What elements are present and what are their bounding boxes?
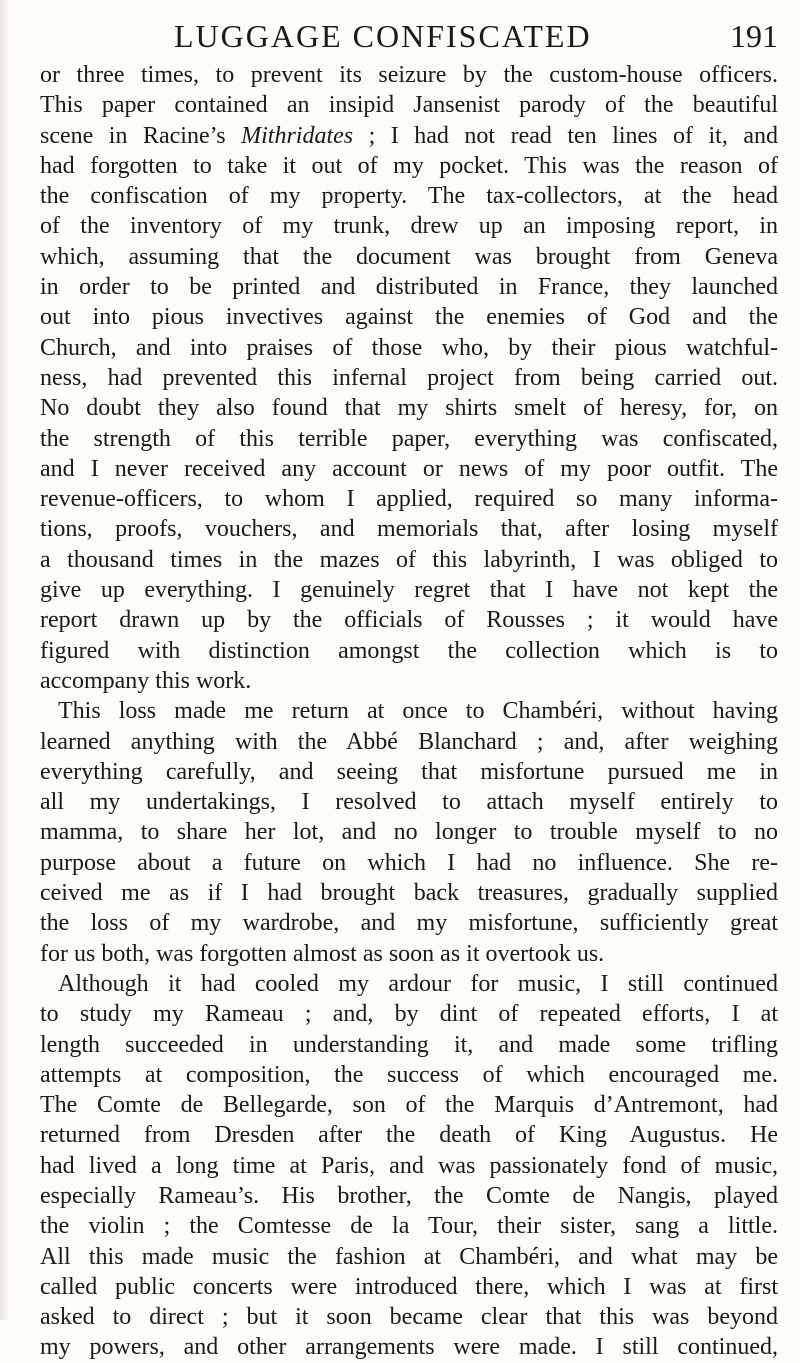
text-line: of the inventory of my trunk, drew up an imposing report, in <box>40 213 778 240</box>
paragraph-end-line: for us both, was forgotten almost as soon as it overtook us. <box>40 940 605 967</box>
text-line: mamma, to share her lot, and no longer to trouble myself to no <box>40 819 778 846</box>
text-line: length succeeded in understanding it, and made some trifling <box>40 1031 778 1058</box>
text-line: my powers, and other arrangements were made. I still continued, <box>40 1334 778 1361</box>
text-line: and I never received any account or news of my poor outfit. The <box>40 455 778 482</box>
text-line: called public concerts were introduced there, which I was at first <box>40 1273 778 1300</box>
text-line: the strength of this terrible paper, everything was confiscated, <box>40 425 778 452</box>
text-line: the confiscation of my property. The tax-collectors, at the head <box>40 183 778 210</box>
text-line: out into pious invectives against the enemies of God and the <box>40 304 778 331</box>
text-line: especially Rameau’s. His brother, the Comte de Nangis, played <box>40 1182 778 1209</box>
text-line: ness, had prevented this infernal project from being carried out. <box>40 364 778 391</box>
text-line: the loss of my wardrobe, and my misfortune, sufficiently great <box>40 910 778 937</box>
body-text <box>40 60 778 1363</box>
paragraph-end-line: accompany this work. <box>40 667 252 694</box>
text-line: Church, and into praises of those who, by their pious watchful- <box>40 334 778 361</box>
text-line: attempts at composition, the success of which encouraged me. <box>40 1061 778 1088</box>
text-line: The Comte de Bellegarde, son of the Marquis d’Antremont, had <box>40 1092 778 1119</box>
text-line: or three times, to prevent its seizure by the custom-house officers. <box>40 62 778 88</box>
text-line: report drawn up by the officials of Rousses ; it would have <box>40 607 778 634</box>
paragraph-start-line: Although it had cooled my ardour for music, I still continued <box>58 970 778 997</box>
text-line: purpose about a future on which I had no influence. She re- <box>40 849 778 876</box>
running-head: LUGGAGE CONFISCATED <box>174 18 592 54</box>
paragraph-start-line: This loss made me return at once to Chambéri, without having <box>58 698 778 725</box>
text-line: had forgotten to take it out of my pocket. This was the reason of <box>40 152 778 179</box>
page-gutter-shadow <box>0 0 10 1320</box>
text-line: give up everything. I genuinely regret that I have not kept the <box>40 577 778 604</box>
text-line: figured with distinction amongst the collection which is to <box>40 637 778 664</box>
text-line: ceived me as if I had brought back treasures, gradually supplied <box>40 880 778 907</box>
text-line: to study my Rameau ; and, by dint of repeated efforts, I at <box>40 1001 778 1028</box>
text-line: learned anything with the Abbé Blanchard ; and, after weighing <box>40 728 778 755</box>
text-line: all my undertakings, I resolved to attach myself entirely to <box>40 789 778 816</box>
text-line: tions, proofs, vouchers, and memorials that, after losing myself <box>40 516 778 543</box>
text-line: the violin ; the Comtesse de la Tour, their sister, sang a little. <box>40 1213 778 1240</box>
text-line: everything carefully, and seeing that misfortune pursued me in <box>40 758 778 785</box>
text-line: All this made music the fashion at Chambéri, and what may be <box>40 1243 778 1270</box>
text-line: scene in Racine’s Mithridates ; I had not read ten lines of it, and <box>40 122 778 149</box>
text-line: revenue-officers, to whom I applied, required so many informa- <box>40 486 778 513</box>
page-number: 191 <box>730 18 778 54</box>
text-line: asked to direct ; but it soon became clear that this was beyond <box>40 1304 778 1331</box>
text-line: had lived a long time at Paris, and was passionately fond of music, <box>40 1152 778 1179</box>
play-title: Mithridates <box>241 122 354 149</box>
page-header <box>40 14 778 58</box>
text-line: which, assuming that the document was brought from Geneva <box>40 243 778 270</box>
text-line: No doubt they also found that my shirts smelt of heresy, for, on <box>40 395 778 422</box>
text-line: in order to be printed and distributed in France, they launched <box>40 274 778 301</box>
text-line: a thousand times in the mazes of this labyrinth, I was obliged to <box>40 546 778 573</box>
text-line: returned from Dresden after the death of King Augustus. He <box>40 1122 778 1149</box>
text-line: This paper contained an insipid Jansenist parody of the beautiful <box>40 92 778 119</box>
